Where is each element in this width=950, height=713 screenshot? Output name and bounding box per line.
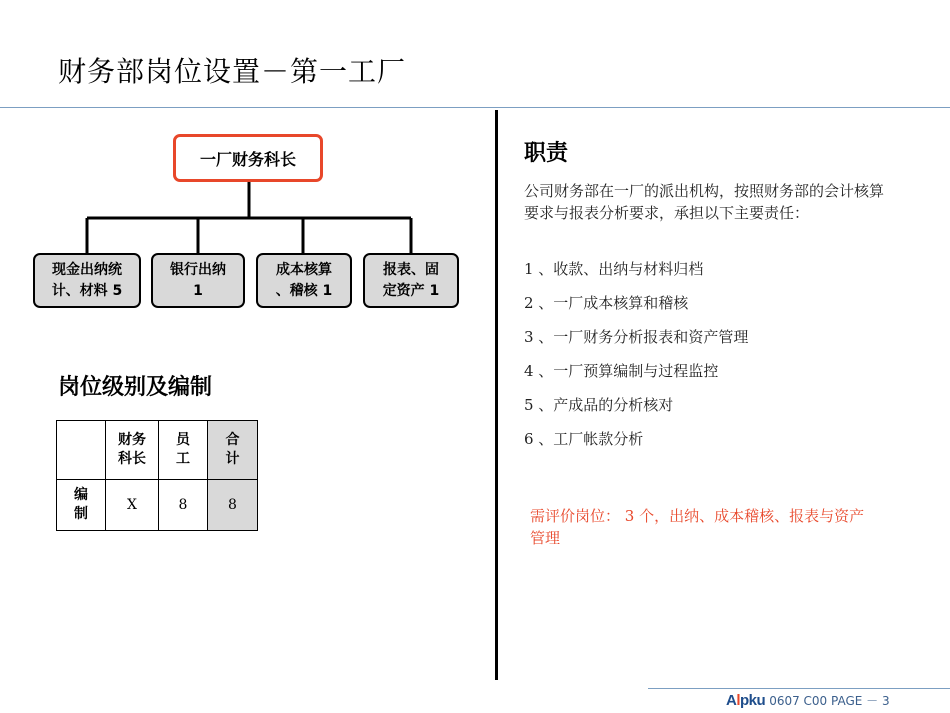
table-header-chief: 财务 科长 bbox=[106, 421, 159, 480]
page-title: 财务部岗位设置－第一工厂 bbox=[58, 55, 407, 88]
table-cell-staff: 8 bbox=[159, 480, 208, 531]
duties-title: 职责 bbox=[524, 141, 569, 166]
table-row bbox=[57, 480, 258, 531]
table-header-total: 合 计 bbox=[208, 421, 258, 480]
list-item: 1 、收款、出纳与材料归档 bbox=[524, 260, 704, 278]
company-logo: Alpku bbox=[726, 692, 766, 709]
table-cell-chief: X bbox=[106, 480, 159, 531]
table-corner-cell bbox=[57, 421, 106, 480]
grade-section-title: 岗位级别及编制 bbox=[58, 375, 213, 400]
duties-intro: 公司财务部在一厂的派出机构，按照财务部的会计核算要求与报表分析要求，承担以下主要责任： bbox=[524, 182, 885, 222]
list-item: 6 、工厂帐款分析 bbox=[524, 430, 644, 448]
table-cell-total: 8 bbox=[208, 480, 258, 531]
org-box-cashier-materials: 现金出纳统 计、材料 5 bbox=[33, 253, 141, 308]
footer-divider bbox=[648, 688, 950, 689]
list-item: 2 、一厂成本核算和稽核 bbox=[524, 294, 689, 312]
list-item: 3 、一厂财务分析报表和资产管理 bbox=[524, 328, 749, 346]
org-box-section-chief: 一厂财务科长 bbox=[173, 134, 323, 182]
org-box-bank-cashier: 银行出纳 1 bbox=[151, 253, 245, 308]
list-item: 5 、产成品的分析核对 bbox=[524, 396, 674, 414]
evaluation-note: 需评价岗位： 3 个，出纳、成本稽核、报表与资产管理 bbox=[530, 507, 865, 547]
footer bbox=[726, 692, 890, 709]
table-row bbox=[57, 421, 258, 480]
list-item: 4 、一厂预算编制与过程监控 bbox=[524, 362, 719, 380]
org-box-reports-assets: 报表、固 定资产 1 bbox=[363, 253, 459, 308]
page-number: 0607 C00 PAGE － 3 bbox=[769, 694, 890, 708]
vertical-divider bbox=[495, 110, 498, 680]
grade-table bbox=[56, 420, 258, 531]
table-row-label: 编 制 bbox=[57, 480, 106, 531]
org-box-cost-audit: 成本核算 、稽核 1 bbox=[256, 253, 352, 308]
table-header-staff: 员 工 bbox=[159, 421, 208, 480]
duties-list bbox=[524, 256, 748, 460]
